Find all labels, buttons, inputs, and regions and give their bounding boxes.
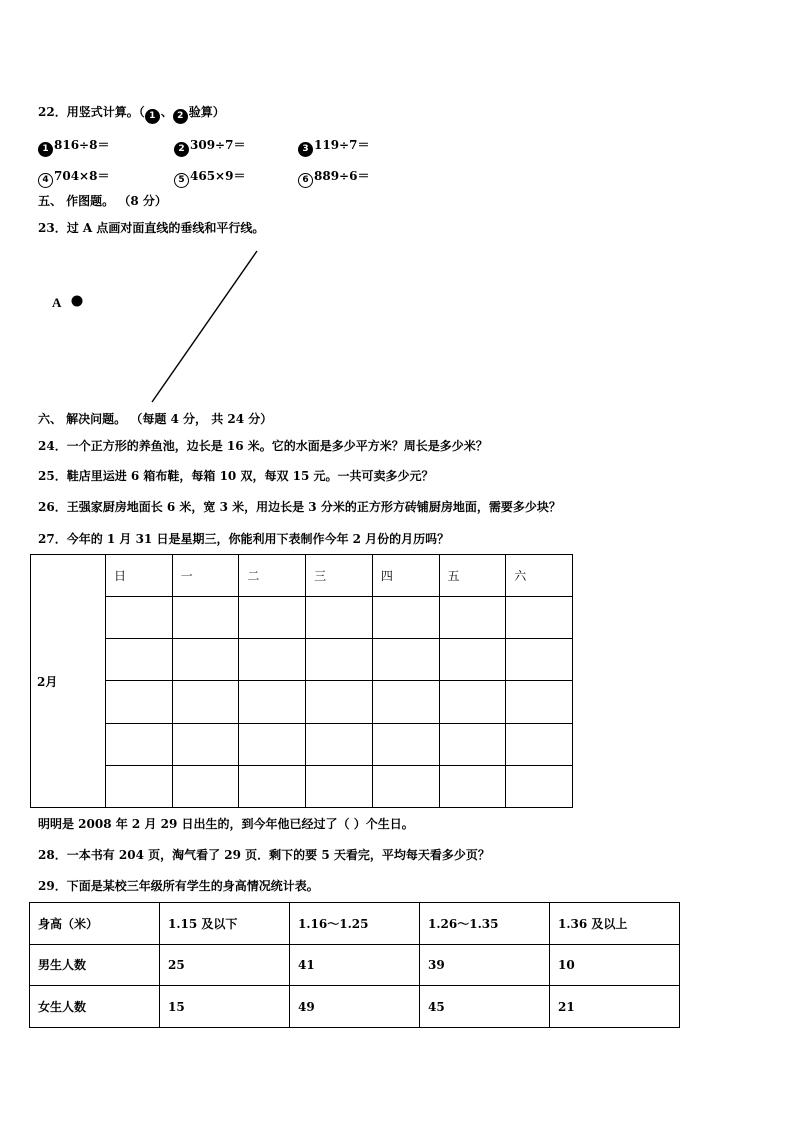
table-row [31, 723, 573, 765]
circled-number-3-icon: 3 [298, 142, 313, 157]
weekday-sat: 六 [506, 555, 573, 597]
date-cell[interactable] [106, 723, 173, 765]
table-cell: 39 [420, 944, 550, 986]
section-5-heading: 五、 作图题。 （8 分） [38, 194, 167, 208]
given-line [152, 251, 257, 402]
q22-title: 22．用竖式计算。（ 1 、 2 验算） [38, 104, 225, 124]
date-cell[interactable] [306, 597, 373, 639]
circled-number-2-icon: 2 [174, 142, 189, 157]
q23-figure [40, 245, 280, 410]
point-a [72, 296, 83, 307]
table-cell: 10 [550, 944, 680, 986]
q28-text: 28．一本书有 204 页，淘气看了 29 页．剩下的要 5 天看完，平均每天看多少页？ [38, 848, 490, 862]
calc-item-5: 5 465×9＝ [174, 168, 245, 188]
q23-text: 23．过 A 点画对面直线的垂线和平行线。 [38, 221, 265, 235]
table-row [30, 903, 680, 945]
weekday-thu: 四 [372, 555, 439, 597]
section-6-heading: 六、 解决问题。 （每题 4 分， 共 24 分） [38, 412, 273, 426]
date-cell[interactable] [506, 639, 573, 681]
calc-item-4: 4 704×8＝ [38, 168, 109, 188]
header-cell: 1.36 及以上 [550, 903, 680, 945]
date-cell[interactable] [306, 723, 373, 765]
circled-number-4-icon: 4 [38, 173, 53, 188]
table-cell: 15 [160, 986, 290, 1028]
circled-number-6-icon: 6 [298, 173, 313, 188]
date-cell[interactable] [506, 765, 573, 807]
date-cell[interactable] [439, 765, 506, 807]
date-cell[interactable] [172, 639, 239, 681]
circled-number-1-icon: 1 [38, 142, 53, 157]
date-cell[interactable] [106, 597, 173, 639]
date-cell[interactable] [239, 765, 306, 807]
q26-text: 26．王强家厨房地面长 6 米，宽 3 米，用边长是 3 分米的正方形方砖铺厨房地面，需要多少块？ [38, 500, 561, 514]
date-cell[interactable] [306, 765, 373, 807]
date-cell[interactable] [439, 597, 506, 639]
table-cell: 45 [420, 986, 550, 1028]
date-cell[interactable] [372, 723, 439, 765]
date-cell[interactable] [372, 597, 439, 639]
table-row [31, 555, 573, 597]
date-cell[interactable] [106, 639, 173, 681]
date-cell[interactable] [506, 681, 573, 723]
circled-number-5-icon: 5 [174, 173, 189, 188]
q27-text: 27．今年的 1 月 31 日是星期三，你能利用下表制作今年 2 月份的月历吗？ [38, 532, 450, 546]
date-cell[interactable] [372, 639, 439, 681]
date-cell[interactable] [239, 597, 306, 639]
calendar-table [30, 554, 573, 808]
calc-item-2: 2 309÷7＝ [174, 137, 245, 157]
height-stats-table [29, 902, 680, 1028]
date-cell[interactable] [239, 639, 306, 681]
table-row [30, 986, 680, 1028]
row-label: 女生人数 [30, 986, 160, 1028]
calc-item-6: 6 889÷6＝ [298, 168, 369, 188]
q27-followup: 明明是 2008 年 2 月 29 日出生的，到今年他已经过了（ ）个生日。 [38, 817, 414, 831]
date-cell[interactable] [239, 681, 306, 723]
date-cell[interactable] [372, 765, 439, 807]
date-cell[interactable] [439, 639, 506, 681]
date-cell[interactable] [172, 765, 239, 807]
weekday-mon: 一 [172, 555, 239, 597]
table-row [30, 944, 680, 986]
weekday-wed: 三 [306, 555, 373, 597]
weekday-fri: 五 [439, 555, 506, 597]
date-cell[interactable] [506, 597, 573, 639]
table-cell: 21 [550, 986, 680, 1028]
date-cell[interactable] [106, 681, 173, 723]
q24-text: 24．一个正方形的养鱼池，边长是 16 米。它的水面是多少平方米？周长是多少米？ [38, 439, 488, 453]
table-cell: 25 [160, 944, 290, 986]
date-cell[interactable] [439, 681, 506, 723]
header-cell: 1.26～1.35 [420, 903, 550, 945]
header-cell: 身高（米） [30, 903, 160, 945]
date-cell[interactable] [306, 681, 373, 723]
q29-text: 29．下面是某校三年级所有学生的身高情况统计表。 [38, 879, 319, 893]
date-cell[interactable] [439, 723, 506, 765]
date-cell[interactable] [172, 723, 239, 765]
table-row [31, 639, 573, 681]
table-cell: 49 [290, 986, 420, 1028]
table-cell: 41 [290, 944, 420, 986]
date-cell[interactable] [172, 597, 239, 639]
weekday-tue: 二 [239, 555, 306, 597]
row-label: 男生人数 [30, 944, 160, 986]
table-row [31, 765, 573, 807]
date-cell[interactable] [306, 639, 373, 681]
table-row [31, 597, 573, 639]
date-cell[interactable] [172, 681, 239, 723]
date-cell[interactable] [506, 723, 573, 765]
point-a-label: A [52, 295, 62, 310]
q25-text: 25．鞋店里运进 6 箱布鞋，每箱 10 双，每双 15 元。一共可卖多少元？ [38, 469, 434, 483]
calc-item-1: 1 816÷8＝ [38, 137, 109, 157]
circled-number-2-icon: 2 [173, 109, 188, 124]
month-cell: 2月 [31, 555, 106, 808]
weekday-sun: 日 [106, 555, 173, 597]
date-cell[interactable] [372, 681, 439, 723]
calc-item-3: 3 119÷7＝ [298, 137, 369, 157]
date-cell[interactable] [106, 765, 173, 807]
date-cell[interactable] [239, 723, 306, 765]
header-cell: 1.16～1.25 [290, 903, 420, 945]
header-cell: 1.15 及以下 [160, 903, 290, 945]
table-row [31, 681, 573, 723]
circled-number-1-icon: 1 [145, 109, 160, 124]
